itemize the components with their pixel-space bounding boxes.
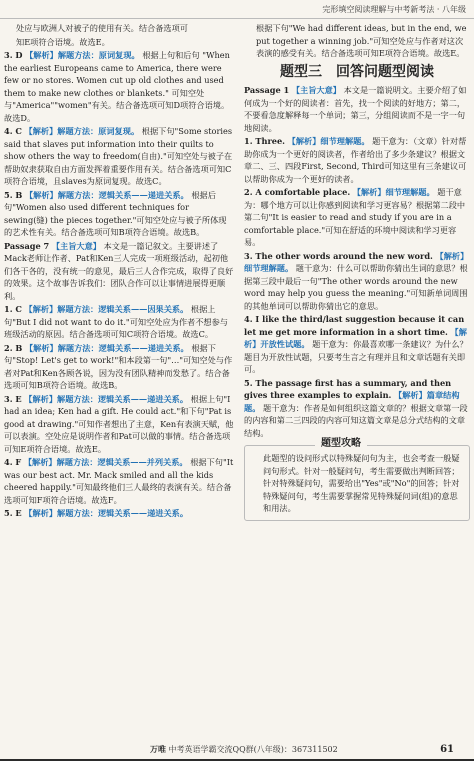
analysis-text: 题干意为：（文章）针对帮助你成为一个更好的阅读者，作者给出了多少条建议？根据文章二、三、四段First, Second, Third可知这里有三条建议可以帮助你成为一个更好的读者。 [244, 136, 467, 184]
analysis-text: 题干意为：你最喜欢哪一条建议？为什么？题目为开放性试题，只要考生言之有理并且和文章话题有关即可。 [244, 339, 468, 374]
intro-line: 知E项符合语境。故选E。 [16, 36, 110, 47]
analysis-text: 根据上句和后句 [142, 50, 200, 60]
answer-number: 5. B [4, 189, 23, 200]
header-divider [0, 18, 474, 19]
answer-number: 5. E [4, 508, 22, 518]
summary-tag: 【主旨大意】 [291, 85, 341, 95]
analysis-tag: 【解析】开放性试题。 [244, 326, 467, 349]
analysis-tag: 【解析】解题方法：逻辑关系——递进关系。 [24, 189, 189, 200]
analysis-text: 根据下句"Some stories said that slaves put information into their quilts to show others the way to freedom(自由)."可知空处与被子在帮助奴隶获取自由方面发挥着重要作用有关。结合备选项可知C项符合语境，且slaves为原词复现。故选C。 [4, 126, 233, 186]
passage-label: Passage 7 [4, 240, 50, 251]
answer-number: 2. B [4, 342, 23, 353]
analysis-text: 可知空处与"America""women"有关。结合备选项可知D项符合语境。故选D。 [4, 87, 230, 123]
analysis-tag: 【解析】解题方法：逻辑关系——并列关系。 [23, 457, 188, 467]
analysis-tag: 【解析】解题方法：原词复现。 [24, 126, 140, 136]
answer-number: 4. C [4, 126, 22, 136]
analysis-text: 题干意为：哪个地方可以让你感到阅读和学习更容易？根据第二段中第二句"It is easier to read and study if you are in a comfortable place."可知在舒适的环境中阅读和学习更容易。 [244, 187, 466, 247]
analysis-tag: 【解析】细节理解题。 [244, 250, 469, 273]
analysis-text: 题干意为：什么可以帮助你猜出生词的意思？根据第三段中最后一句"The other words around the new word may help you guess the meaning."可知新单词周围的其他单词可以帮助你猜出它的意思。 [244, 263, 468, 311]
passage-label: Passage 1 [244, 85, 290, 95]
tips-box [244, 438, 470, 521]
tips-text: 此题型的设问形式以特殊疑问句为主，也会考查一般疑问句形式。针对一般疑问句，考生需要做出判断回答；针对特殊疑问句，需要给出"Yes"或"No"的回答；针对特殊疑问句，考生需要掌握常见特殊疑问词(组)的意思和用法。 [263, 453, 460, 513]
summary-tag: 【主旨大意】 [51, 240, 101, 251]
answer-number: 1. C [4, 304, 22, 314]
continued-text: 根据下句"We had different ideas, but in the end, we put together a winning job."可知空处应与作者对这次表演的感受有关。结合备选项可知E项符合语境。故选E。 [256, 23, 467, 58]
answer-text: 4. I like the third/last suggestion because it can let me get more information in a short time. [244, 314, 465, 337]
analysis-tag: 【解析】解题方法：逻辑关系——递进关系。 [24, 508, 189, 518]
page-number: 61 [440, 744, 454, 755]
analysis-tag: 【解析】解题方法：逻辑关系——递进关系。 [24, 342, 189, 353]
analysis-tag: 【解析】细节理解题。 [287, 136, 370, 146]
footer [150, 744, 338, 755]
right-column [244, 22, 470, 521]
analysis-text: 根据下句"Stop! Let's get to work!"和本段第一句"…"可知空处与作者对Pat和Ken各顾各说，因为没有团队精神而发愁了。结合备选项可知B项符合语境。故选B。 [4, 342, 233, 390]
analysis-tag: 【解析】解题方法：原词复现。 [25, 50, 140, 60]
footer-text: 中考英语学霸交流QQ群(八年级)：367311502 [168, 745, 338, 754]
analysis-text: 根据上句"But I did not want to do it."可知空处应为作者不想参与班级活动的原因。结合备选项可知C项符合语境。故选C。 [4, 304, 228, 339]
tips-label: 题型攻略 [315, 438, 367, 451]
analysis-tag: 【解析】细节理解题。 [352, 187, 435, 197]
answer-number: 4. F [4, 457, 22, 467]
answer-text: 1. Three. [244, 136, 286, 146]
answer-number: 3. D [4, 50, 23, 60]
analysis-text: 根据上句"I had an idea; Ken had a gift. He could act."和下句"Pat is good at drawing."可知作者想出了主意，Ken有表演天赋，他可以表演。空处应是说明作者和Pat可以做的事情。结合备选项可知E项符合语境。故选E。 [4, 393, 234, 454]
analysis-quote: "When the earliest Europeans came to America, there were few or no stores. Women cut up old clothes and used them to make new clothes or blankets." [4, 50, 230, 98]
left-column [4, 22, 234, 521]
answer-number: 3. E [4, 393, 22, 404]
answer-text: 3. The other words around the new word. [244, 250, 433, 261]
summary-text: 本文是一篇记叙文。主要讲述了Mack老师让作者、Pat和Ken三人完成一项班级活动，起初他们各干各的，没有统一的意见，最后三人合作完成，取得了良好的效果。这个故事告诉我们：团队合作可以让事情进展得更顺利。 [4, 240, 234, 301]
section-title: 题型三 回答问题型阅读 [280, 63, 434, 80]
analysis-tag: 【解析】解题方法：逻辑关系——递进关系。 [24, 393, 189, 404]
analysis-tag: 【解析】解题方法：逻辑关系——因果关系。 [24, 304, 189, 314]
brand-logo: 万唯 [150, 744, 166, 754]
intro-line: 处应与欧洲人对被子的使用有关。结合备选项可 [16, 23, 188, 33]
summary-text: 本文是一篇说明文。主要介绍了如何成为一个好的阅读者：首先，找一个阅读的好地方；第二，不要看急度解释每一个单词；第三，分组阅读而不是一字一句地阅读。 [244, 85, 467, 133]
analysis-tag: 【解析】篇章结构题。 [244, 390, 460, 413]
analysis-text: 根据下句"It was our best act. Mr. Mack smiled and all the kids cheered happily."可知最终他们三人最终的表演有关。结合备选项可知F项符合语境。故选F。 [4, 457, 234, 505]
answer-text: 2. A comfortable place. [244, 187, 351, 197]
analysis-text: 题干意为：作者是如何组织这篇文章的？根据文章第一段的内容和第二三四段的内容可知这篇文章是总分式结构的文章结构。 [244, 402, 468, 438]
answer-text: 5. The passage first has a summary, and then gives three examples to explain. [244, 377, 452, 400]
page-header: 完形填空阅读理解与中考新考法 · 八年级 [322, 5, 466, 14]
analysis-text: 根据后句"Women also used different techniques for sewing(缝) the pieces together."可知空处应与被子所体现的艺术性有关。结合备选项可知B项符合语境。故选B。 [4, 189, 227, 237]
